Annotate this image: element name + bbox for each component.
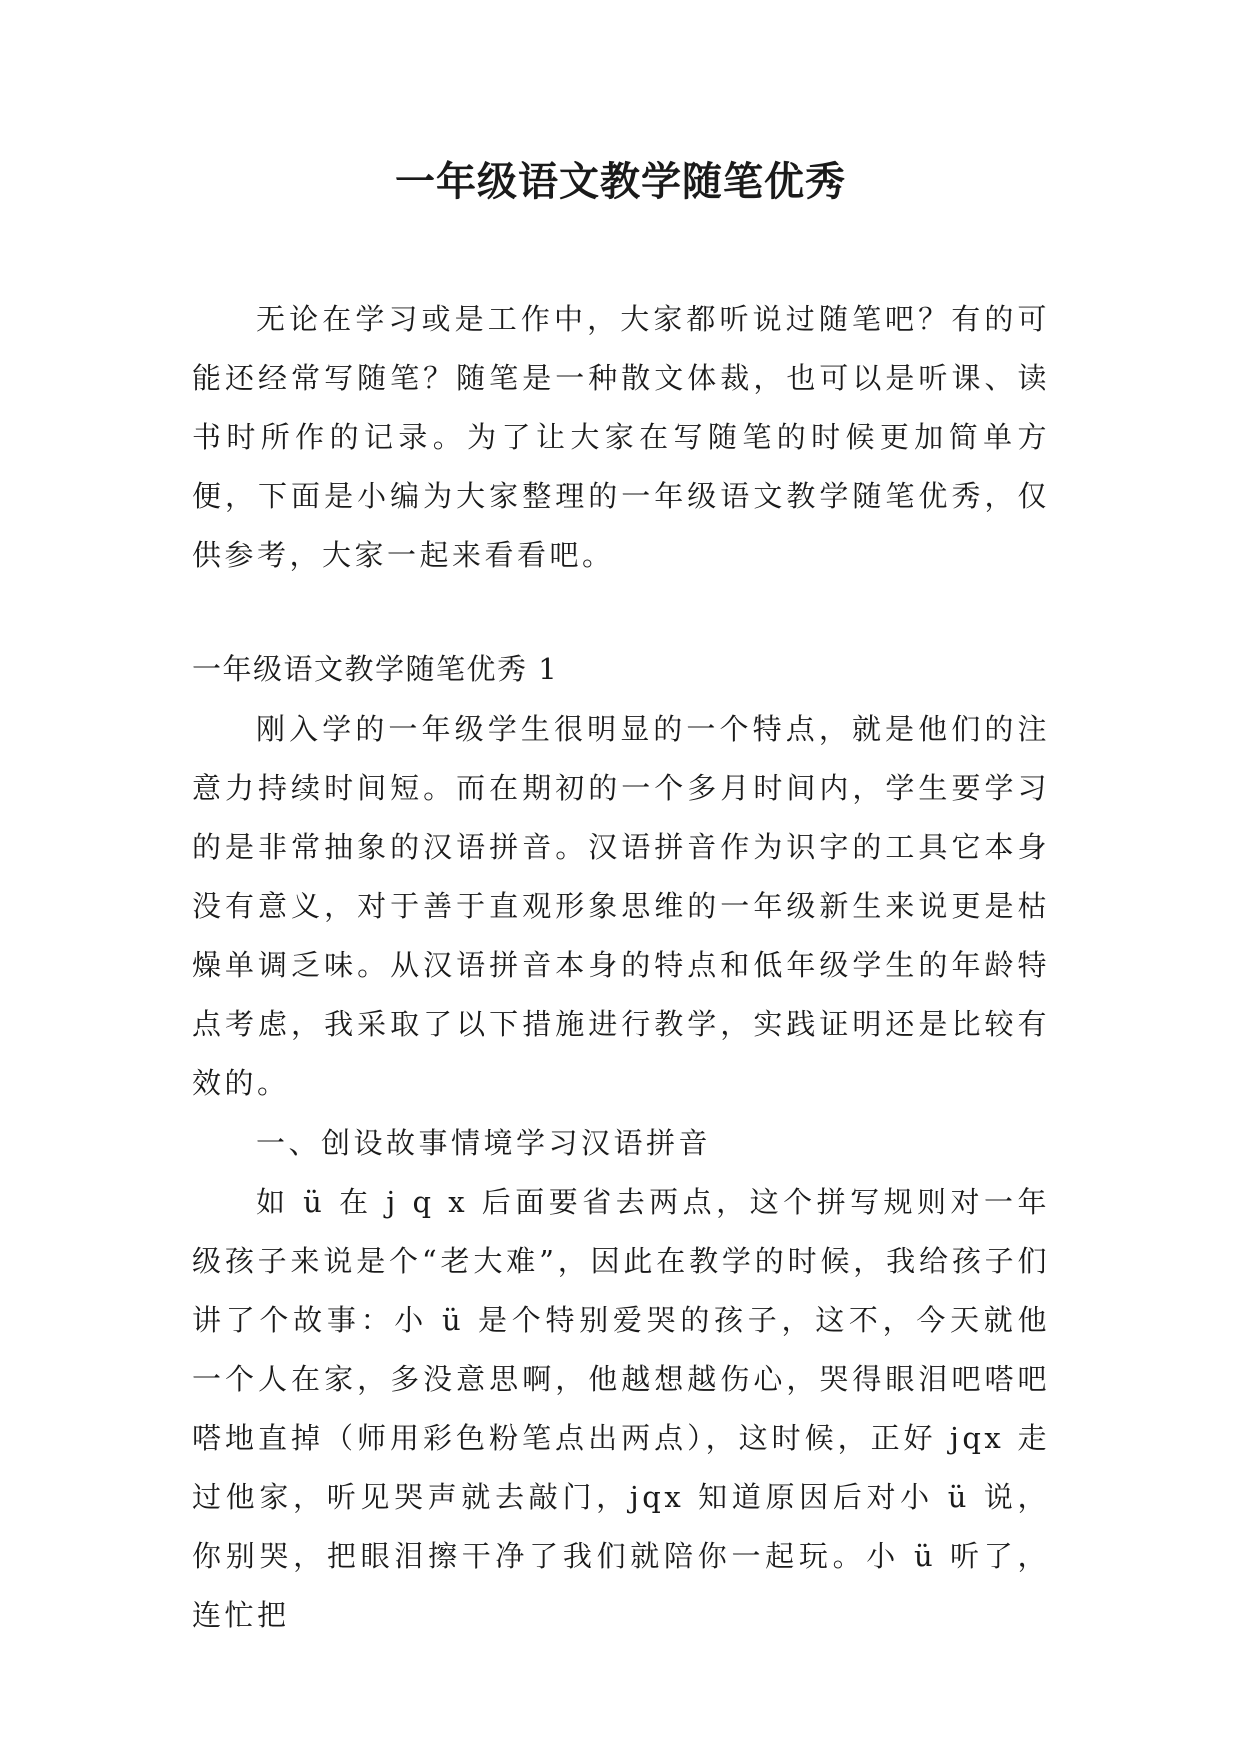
section-heading: 一年级语文教学随笔优秀 1 (192, 652, 559, 686)
sub-heading: 一、创设故事情境学习汉语拼音 (256, 1126, 712, 1160)
body-paragraph-1: 刚入学的一年级学生很明显的一个特点，就是他们的注意力持续时间短。而在期初的一个多月时间内，学生要学习的是非常抽象的汉语拼音。汉语拼音作为识字的工具它本身没有意义，对于善于直观形象思维的一年级新生来说更是枯燥单调乏味。从汉语拼音本身的特点和低年级学生的年龄特点考虑，我采取了以下措施进行教学，实践证明还是比较有效的。 (192, 712, 1050, 1100)
document-title: 一年级语文教学随笔优秀 (395, 159, 846, 205)
intro-paragraph: 无论在学习或是工作中，大家都听说过随笔吧？有的可能还经常写随笔？随笔是一种散文体裁，也可以是听课、读书时所作的记录。为了让大家在写随笔的时候更加简单方便，下面是小编为大家整理的一年级语文教学随笔优秀，仅供参考，大家一起来看看吧。 (192, 302, 1050, 572)
body-paragraph-2: 如 ü 在 j q x 后面要省去两点，这个拼写规则对一年级孩子来说是个“老大难”，因此在教学的时候，我给孩子们讲了个故事：小 ü 是个特别爱哭的孩子，这不，今天就他一个人在家，多没意思啊，他越想越伤心，哭得眼泪吧嗒吧嗒地直掉（师用彩色粉笔点出两点），这时候，正好 jqx 走过他家，听见哭声就去敲门，jqx 知道原因后对小 ü 说，你别哭，把眼泪擦干净了我们就陪你一起玩。小 ü 听了，连忙把 (192, 1185, 1050, 1632)
